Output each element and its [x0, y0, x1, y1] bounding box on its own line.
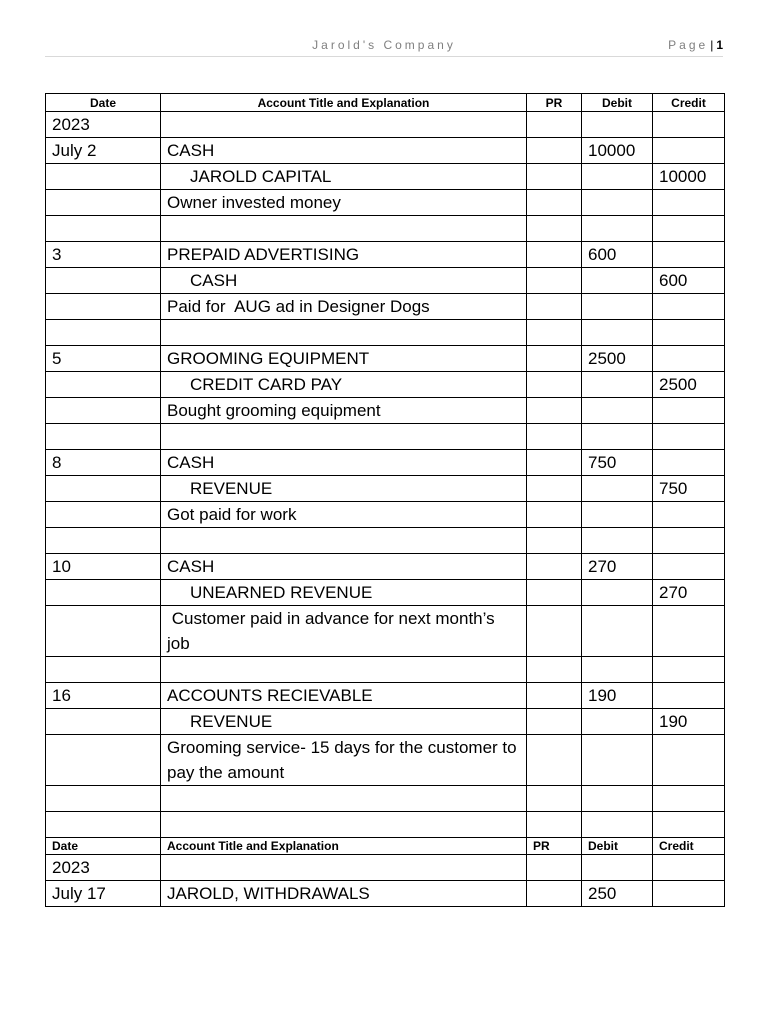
- table-row: [46, 398, 725, 424]
- cell-account: [161, 786, 527, 812]
- cell-pr: [527, 450, 582, 476]
- cell-account: [161, 657, 527, 683]
- table-row: [46, 372, 725, 398]
- column-header-pr: PR: [527, 838, 582, 855]
- table-row: [46, 190, 725, 216]
- cell-debit: [582, 735, 653, 786]
- cell-date: [46, 164, 161, 190]
- column-header-debit: Debit: [582, 94, 653, 112]
- cell-pr: [527, 112, 582, 138]
- column-header-credit: Credit: [653, 838, 725, 855]
- cell-pr: [527, 735, 582, 786]
- cell-debit: [582, 709, 653, 735]
- cell-account: Grooming service- 15 days for the customer to pay the amount: [161, 735, 527, 786]
- cell-pr: [527, 812, 582, 838]
- cell-credit: [653, 216, 725, 242]
- table-subheader-row: [46, 838, 725, 855]
- cell-date: [46, 216, 161, 242]
- cell-account: [161, 320, 527, 346]
- cell-debit: 250: [582, 881, 653, 907]
- table-row: [46, 320, 725, 346]
- table-row: [46, 476, 725, 502]
- cell-account: ACCOUNTS RECIEVABLE: [161, 683, 527, 709]
- cell-credit: [653, 657, 725, 683]
- cell-debit: [582, 372, 653, 398]
- cell-credit: [653, 138, 725, 164]
- cell-credit: [653, 812, 725, 838]
- cell-pr: [527, 657, 582, 683]
- cell-account: [161, 268, 527, 294]
- table-row: [46, 855, 725, 881]
- cell-debit: 600: [582, 242, 653, 268]
- cell-credit: [653, 735, 725, 786]
- cell-debit: [582, 164, 653, 190]
- cell-debit: 750: [582, 450, 653, 476]
- cell-account: [161, 528, 527, 554]
- table-row: [46, 242, 725, 268]
- cell-credit: [653, 502, 725, 528]
- cell-credit: [653, 346, 725, 372]
- table-row: [46, 786, 725, 812]
- cell-date: 16: [46, 683, 161, 709]
- column-header-pr: PR: [527, 94, 582, 112]
- column-header-account: Account Title and Explanation: [161, 838, 527, 855]
- page-indicator: [668, 38, 723, 52]
- table-row: [46, 424, 725, 450]
- column-header-credit: Credit: [653, 94, 725, 112]
- page-label: Page: [668, 38, 709, 52]
- cell-debit: [582, 528, 653, 554]
- table-row: [46, 580, 725, 606]
- cell-date: [46, 190, 161, 216]
- cell-debit: 2500: [582, 346, 653, 372]
- cell-debit: [582, 268, 653, 294]
- cell-credit: [653, 855, 725, 881]
- column-header-account: Account Title and Explanation: [161, 94, 527, 112]
- cell-date: 8: [46, 450, 161, 476]
- table-row: [46, 346, 725, 372]
- cell-pr: [527, 683, 582, 709]
- cell-credit: [653, 294, 725, 320]
- cell-pr: [527, 216, 582, 242]
- cell-credit: [653, 786, 725, 812]
- cell-credit: [653, 398, 725, 424]
- cell-pr: [527, 528, 582, 554]
- cell-debit: [582, 812, 653, 838]
- cell-date: [46, 786, 161, 812]
- cell-credit: [653, 190, 725, 216]
- cell-pr: [527, 554, 582, 580]
- table-row: [46, 657, 725, 683]
- cell-account: JAROLD, WITHDRAWALS: [161, 881, 527, 907]
- cell-account: CASH: [161, 138, 527, 164]
- account-credit-title: REVENUE: [190, 712, 273, 731]
- cell-pr: [527, 294, 582, 320]
- cell-pr: [527, 138, 582, 164]
- cell-date: [46, 812, 161, 838]
- cell-credit: [653, 881, 725, 907]
- cell-account: [161, 580, 527, 606]
- table-row: [46, 216, 725, 242]
- table-row: [46, 450, 725, 476]
- cell-date: [46, 580, 161, 606]
- cell-account: [161, 372, 527, 398]
- cell-credit: [653, 528, 725, 554]
- cell-pr: [527, 881, 582, 907]
- table-row: [46, 528, 725, 554]
- cell-date: [46, 372, 161, 398]
- cell-date: [46, 476, 161, 502]
- cell-account: [161, 164, 527, 190]
- cell-debit: [582, 112, 653, 138]
- cell-account: CASH: [161, 450, 527, 476]
- cell-credit: [653, 112, 725, 138]
- account-credit-title: JAROLD CAPITAL: [190, 167, 332, 186]
- cell-pr: [527, 709, 582, 735]
- cell-debit: [582, 320, 653, 346]
- account-credit-title: UNEARNED REVENUE: [190, 583, 373, 602]
- table-row: [46, 735, 725, 786]
- table-row: [46, 554, 725, 580]
- cell-date: 5: [46, 346, 161, 372]
- cell-credit: 190: [653, 709, 725, 735]
- cell-date: 2023: [46, 112, 161, 138]
- cell-pr: [527, 268, 582, 294]
- cell-pr: [527, 242, 582, 268]
- column-header-date: Date: [46, 94, 161, 112]
- cell-credit: [653, 554, 725, 580]
- cell-account: [161, 476, 527, 502]
- cell-debit: [582, 606, 653, 657]
- cell-account: Got paid for work: [161, 502, 527, 528]
- account-credit-title: CASH: [190, 271, 238, 290]
- cell-pr: [527, 786, 582, 812]
- cell-pr: [527, 606, 582, 657]
- column-header-date: Date: [46, 838, 161, 855]
- cell-debit: [582, 190, 653, 216]
- table-row: [46, 606, 725, 657]
- cell-account: [161, 112, 527, 138]
- cell-account: CASH: [161, 554, 527, 580]
- journal-table: [45, 93, 725, 907]
- cell-date: [46, 502, 161, 528]
- page-separator: |: [710, 38, 714, 52]
- cell-pr: [527, 320, 582, 346]
- page-header: [45, 36, 723, 57]
- page-number: 1: [716, 38, 723, 52]
- cell-account: [161, 855, 527, 881]
- cell-debit: [582, 294, 653, 320]
- cell-account: Bought grooming equipment: [161, 398, 527, 424]
- cell-debit: 190: [582, 683, 653, 709]
- cell-debit: [582, 398, 653, 424]
- cell-credit: [653, 450, 725, 476]
- cell-debit: [582, 855, 653, 881]
- cell-debit: [582, 580, 653, 606]
- table-row: [46, 164, 725, 190]
- cell-date: July 2: [46, 138, 161, 164]
- cell-debit: [582, 502, 653, 528]
- cell-account: PREPAID ADVERTISING: [161, 242, 527, 268]
- cell-date: [46, 606, 161, 657]
- cell-account: [161, 216, 527, 242]
- cell-debit: [582, 216, 653, 242]
- cell-pr: [527, 164, 582, 190]
- cell-debit: [582, 657, 653, 683]
- column-header-debit: Debit: [582, 838, 653, 855]
- cell-credit: [653, 606, 725, 657]
- table-row: [46, 138, 725, 164]
- account-credit-title: CREDIT CARD PAY: [190, 375, 343, 394]
- cell-credit: [653, 320, 725, 346]
- table-row: [46, 683, 725, 709]
- cell-debit: 10000: [582, 138, 653, 164]
- cell-account: Owner invested money: [161, 190, 527, 216]
- account-credit-title: REVENUE: [190, 479, 273, 498]
- cell-debit: 270: [582, 554, 653, 580]
- cell-date: [46, 398, 161, 424]
- cell-date: [46, 268, 161, 294]
- table-row: [46, 812, 725, 838]
- cell-date: [46, 735, 161, 786]
- cell-date: 2023: [46, 855, 161, 881]
- cell-credit: 270: [653, 580, 725, 606]
- cell-account: Customer paid in advance for next month’s job: [161, 606, 527, 657]
- cell-date: July 17: [46, 881, 161, 907]
- cell-credit: 750: [653, 476, 725, 502]
- table-row: [46, 112, 725, 138]
- cell-debit: [582, 786, 653, 812]
- table-row: [46, 709, 725, 735]
- cell-pr: [527, 398, 582, 424]
- table-row: [46, 294, 725, 320]
- cell-date: 3: [46, 242, 161, 268]
- cell-date: [46, 424, 161, 450]
- cell-debit: [582, 424, 653, 450]
- cell-pr: [527, 855, 582, 881]
- table-row: [46, 268, 725, 294]
- cell-date: [46, 320, 161, 346]
- cell-account: [161, 709, 527, 735]
- cell-account: Paid for AUG ad in Designer Dogs: [161, 294, 527, 320]
- cell-date: [46, 528, 161, 554]
- cell-date: [46, 709, 161, 735]
- cell-account: [161, 424, 527, 450]
- cell-account: [161, 812, 527, 838]
- cell-credit: 600: [653, 268, 725, 294]
- company-name: Jarold's Company: [312, 38, 456, 52]
- cell-pr: [527, 190, 582, 216]
- cell-credit: [653, 424, 725, 450]
- cell-credit: 2500: [653, 372, 725, 398]
- table-row: [46, 881, 725, 907]
- cell-pr: [527, 372, 582, 398]
- cell-date: [46, 657, 161, 683]
- cell-date: [46, 294, 161, 320]
- cell-credit: 10000: [653, 164, 725, 190]
- cell-pr: [527, 502, 582, 528]
- cell-date: 10: [46, 554, 161, 580]
- cell-pr: [527, 424, 582, 450]
- cell-credit: [653, 683, 725, 709]
- cell-pr: [527, 476, 582, 502]
- cell-pr: [527, 346, 582, 372]
- table-row: [46, 502, 725, 528]
- cell-pr: [527, 580, 582, 606]
- cell-account: GROOMING EQUIPMENT: [161, 346, 527, 372]
- cell-debit: [582, 476, 653, 502]
- table-header-row: [46, 94, 725, 112]
- cell-credit: [653, 242, 725, 268]
